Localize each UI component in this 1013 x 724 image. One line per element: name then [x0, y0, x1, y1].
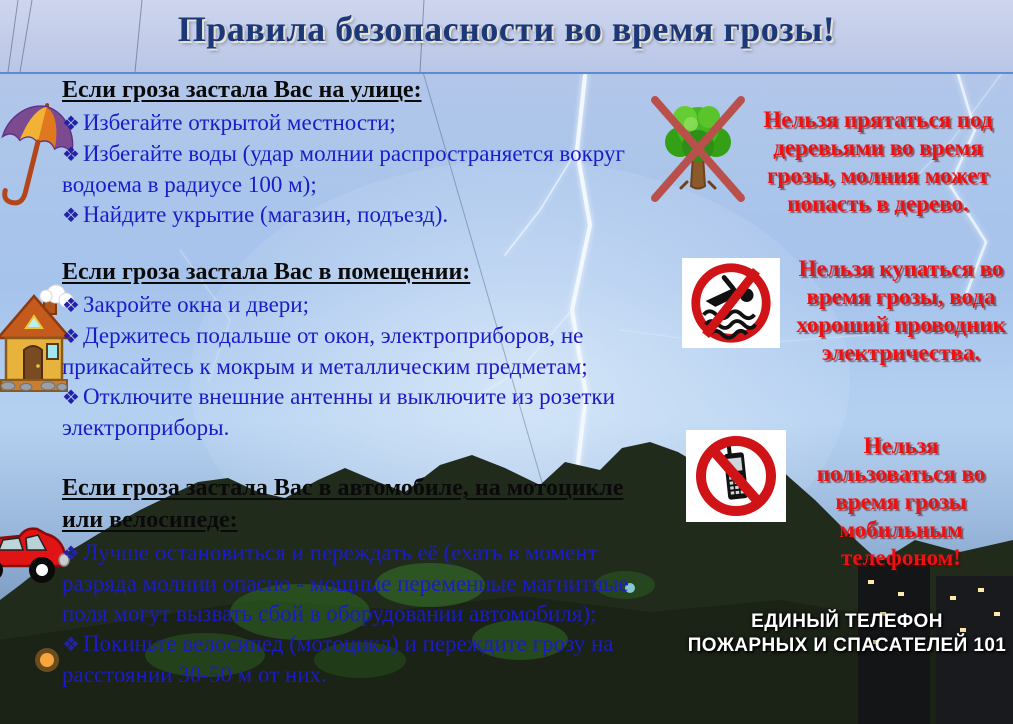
- section-indoors-heading: Если гроза застала Вас в помещении:: [62, 259, 471, 285]
- diamond-bullet-icon: ❖: [62, 144, 80, 166]
- section-vehicle: [62, 472, 642, 690]
- list-item: ❖ Избегайте открытой местности;: [62, 110, 396, 135]
- red-car-icon: [0, 520, 70, 594]
- list-item: ❖ Отключите внешние антенны и выключите из розетки электроприборы.: [62, 384, 615, 440]
- emergency-phone-banner: [683, 610, 1011, 658]
- diamond-bullet-icon: ❖: [62, 634, 80, 656]
- list-item: ❖ Держитесь подальше от окон, электроприборов, не прикасайтесь к мокрым и металлическим предметам;: [62, 323, 588, 379]
- list-item: ❖ Лучше остановиться и переждать её (ехать в момент разряда молнии опасно - мощные переменные магнитные поля могут вызвать сбой в оборудовании автомобиля);: [62, 540, 629, 626]
- list-item: ❖ Избегайте воды (удар молнии распространяется вокруг водоема в радиусе 100 м);: [62, 141, 625, 197]
- warning-no-trees-text: Нельзя прятаться под деревьями во время грозы, молния может попасть в дерево.: [763, 107, 993, 216]
- section-vehicle-heading: Если гроза застала Вас в автомобиле, на мотоцикле или велосипеде:: [62, 475, 624, 533]
- section-street: [62, 74, 642, 231]
- list-item: ❖ Закройте окна и двери;: [62, 292, 309, 317]
- diamond-bullet-icon: ❖: [62, 387, 80, 409]
- emergency-phone-line1: ЕДИНЫЙ ТЕЛЕФОН: [751, 611, 943, 632]
- diamond-bullet-icon: ❖: [62, 113, 80, 135]
- diamond-bullet-icon: ❖: [62, 326, 80, 348]
- warning-no-phone-text: Нельзя пользоваться во время грозы мобильным телефоном!: [816, 433, 986, 570]
- emergency-phone-line2: ПОЖАРНЫХ И СПАСАТЕЛЕЙ 101: [687, 635, 1007, 656]
- list-item: ❖ Покиньте велосипед (мотоцикл) и переждите грозу на расстоянии 30-50 м от них.: [62, 631, 614, 687]
- crossed-tree-icon: [643, 92, 753, 206]
- warning-no-swimming-text: Нельзя купаться во время грозы, вода хороший проводник электричества.: [796, 256, 1006, 365]
- page-title: Правила безопасности во время грозы!: [177, 9, 836, 49]
- diamond-bullet-icon: ❖: [62, 295, 80, 317]
- diamond-bullet-icon: ❖: [62, 543, 80, 565]
- section-indoors: [62, 256, 642, 443]
- no-mobile-phone-icon: [686, 430, 786, 522]
- section-street-heading: Если гроза застала Вас на улице:: [62, 77, 422, 103]
- diamond-bullet-icon: ❖: [62, 205, 80, 227]
- no-swimming-icon: [682, 258, 780, 348]
- list-item: ❖ Найдите укрытие (магазин, подъезд).: [62, 202, 449, 227]
- title-bar: [0, 0, 1013, 74]
